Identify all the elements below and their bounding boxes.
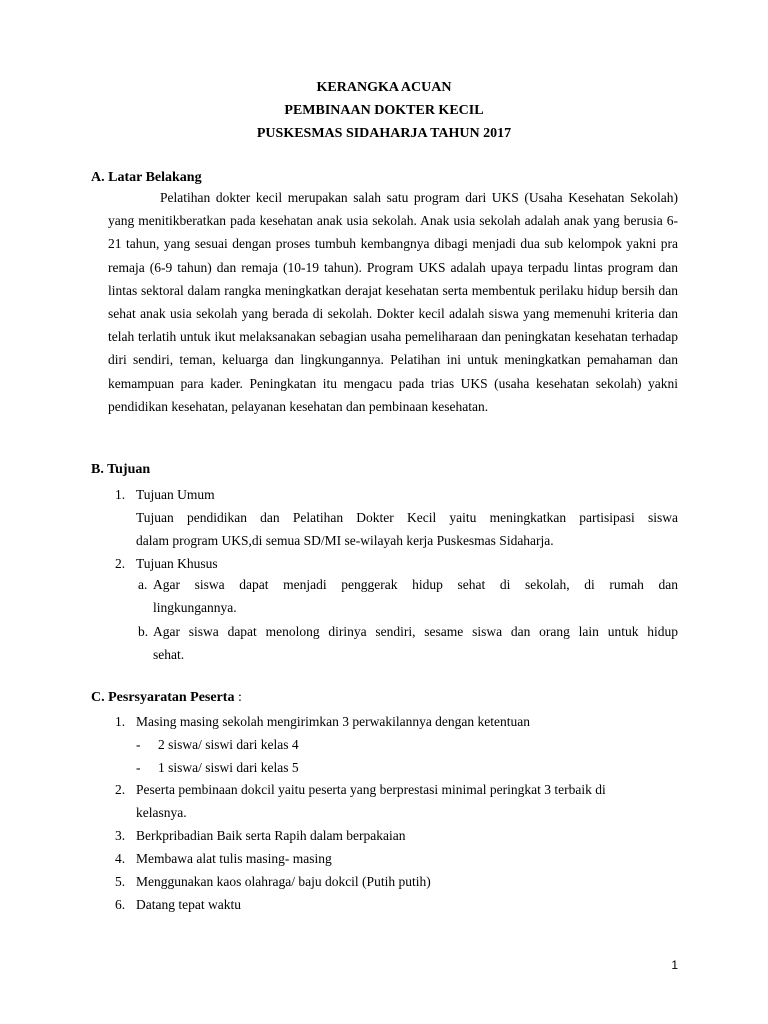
section-c-heading-colon: : <box>234 690 242 705</box>
tujuan-umum-title: Tujuan Umum <box>136 487 215 502</box>
section-c-heading <box>91 690 242 706</box>
requirement-number: 2. <box>115 782 126 797</box>
tujuan-khusus-number: 2. <box>115 556 126 571</box>
requirement-dash: - <box>136 737 141 752</box>
requirement-text: Menggunakan kaos olahraga/ baju dokcil (Putih putih) <box>136 874 431 889</box>
requirement-text: Datang tepat waktu <box>136 897 241 912</box>
tujuan-khusus-a-label: a. <box>138 577 148 592</box>
tujuan-umum-line-2: dalam program UKS,di semua SD/MI se-wilayah kerja Puskesmas Sidaharja. <box>136 533 554 548</box>
section-c-heading-text: C. Pesrsyaratan Peserta <box>91 690 235 705</box>
tujuan-khusus-a-line-2: lingkungannya. <box>153 600 237 615</box>
tujuan-umum-line-1: Tujuan pendidikan dan Pelatihan Dokter Kecil yaitu meningkatkan partisipasi siswa <box>136 510 678 525</box>
tujuan-khusus-b-label: b. <box>138 624 149 639</box>
section-a-heading <box>91 170 202 186</box>
requirement-subitem: 2 siswa/ siswi dari kelas 4 <box>158 737 299 752</box>
requirement-number: 5. <box>115 874 126 889</box>
requirement-number: 3. <box>115 828 126 843</box>
requirement-number: 4. <box>115 851 126 866</box>
page-number: 1 <box>671 958 678 972</box>
requirement-text-continued: kelasnya. <box>136 805 187 820</box>
tujuan-umum-number: 1. <box>115 487 126 502</box>
requirement-text: Masing masing sekolah mengirimkan 3 perwakilannya dengan ketentuan <box>136 714 531 729</box>
tujuan-khusus-b-line-1: Agar siswa dapat menolong dirinya sendiri, sesame siswa dan orang lain untuk hidup <box>153 624 678 639</box>
section-a-body <box>108 186 678 418</box>
requirement-text: Berkpribadian Baik serta Rapih dalam berpakaian <box>136 828 406 843</box>
tujuan-khusus-b-line-2: sehat. <box>153 647 185 662</box>
doc-title-line-3: PUSKESMAS SIDAHARJA TAHUN 2017 <box>256 126 512 141</box>
section-a-body-text: Pelatihan dokter kecil merupakan salah satu program dari UKS (Usaha Kesehatan Sekolah) yang menitikberatkan pada kesehatan anak usia sekolah. Anak usia sekolah adalah anak yang berusia 6-21 tahun, yang sesuai dengan proses tumbuh kembangnya dibagi menjadi dua sub kelompok yakni pra remaja (6-9 tahun) dan remaja (10-19 tahun). Program UKS adalah upaya terpadu lintas program dan lintas sektoral dalam rangka meningkatkan derajat kesehatan serta membentuk perilaku hidup bersih dan sehat anak usia sekolah yang berada di sekolah. Dokter kecil adalah siswa yang memenuhi kriteria dan telah terlatih untuk ikut melaksanakan sebagian usaha pemeliharaan dan peningkatan kesehatan terhadap diri sendiri, teman, keluarga dan lingkungannya. Pelatihan ini untuk meningkatkan pemahaman dan kemampuan para kader. Peningkatan itu mengacu pada trias UKS (usaha kesehatan sekolah) yakni pendidikan kesehatan, pelayanan kesehatan dan pembinaan kesehatan. <box>108 190 678 414</box>
requirement-number: 1. <box>115 714 126 729</box>
requirement-text: Membawa alat tulis masing- masing <box>136 851 332 866</box>
doc-title-line-1: KERANGKA ACUAN <box>316 80 452 95</box>
section-a-heading-text: A. Latar Belakang <box>91 170 202 185</box>
section-b-heading <box>91 462 150 478</box>
requirement-dash: - <box>136 760 141 775</box>
requirement-number: 6. <box>115 897 126 912</box>
tujuan-khusus-title: Tujuan Khusus <box>136 556 218 571</box>
section-b-heading-text: B. Tujuan <box>91 462 151 477</box>
tujuan-khusus-a-line-1: Agar siswa dapat menjadi penggerak hidup sehat di sekolah, di rumah dan <box>153 577 678 592</box>
requirement-subitem: 1 siswa/ siswi dari kelas 5 <box>158 760 299 775</box>
requirement-text: Peserta pembinaan dokcil yaitu peserta yang berprestasi minimal peringkat 3 terbaik di <box>136 782 606 797</box>
doc-title-line-2: PEMBINAAN DOKTER KECIL <box>284 103 484 118</box>
